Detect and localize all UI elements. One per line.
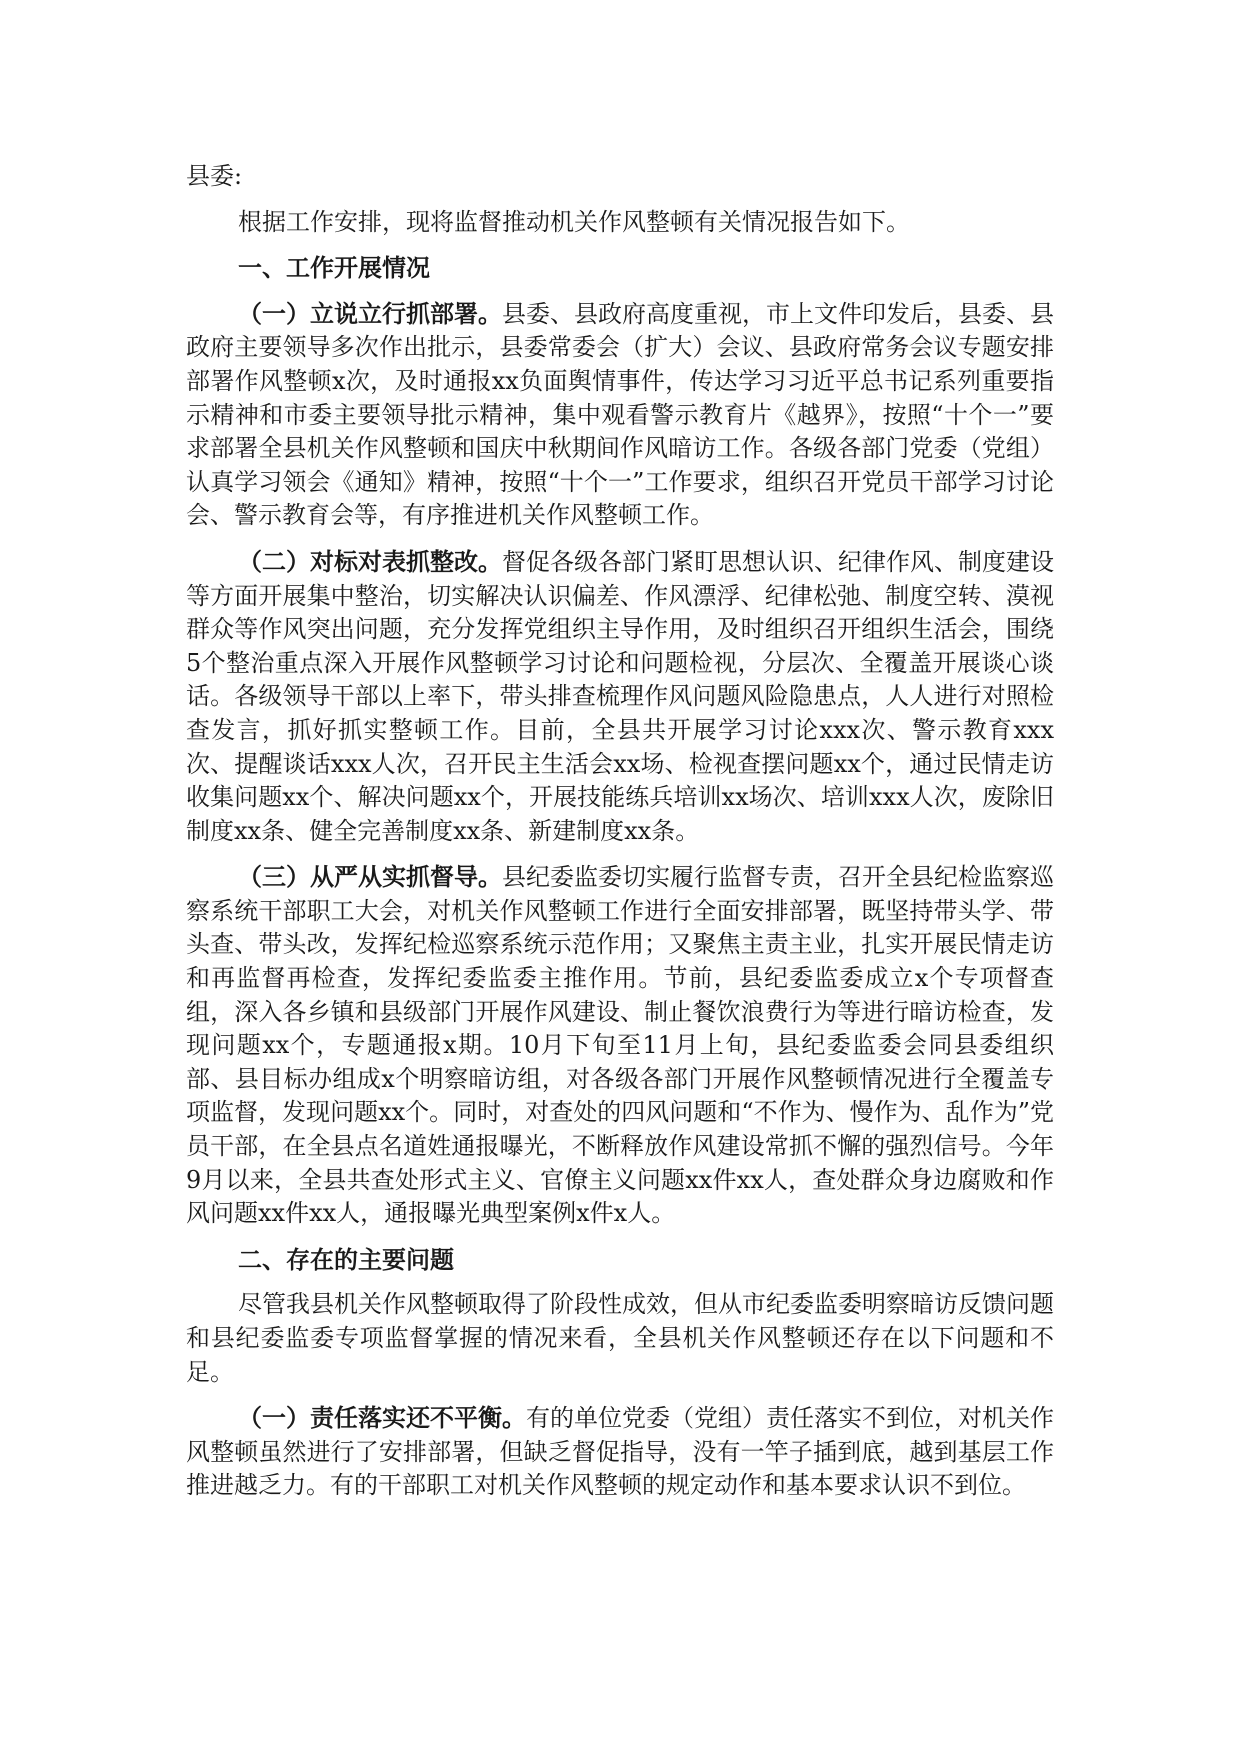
salutation: 县委: bbox=[186, 162, 243, 190]
section-heading-main-problems: 二、存在的主要问题 bbox=[238, 1244, 454, 1274]
paragraph-text: 县纪委监委切实履行监督专责，召开全县纪检监察巡察系统干部职工大会，对机关作风整顿工作进行全面安排部署，既坚持带头学、带头查、带头改，发挥纪检巡察系统示范作用；又聚焦主责主业，扎实开展民情走访和再监督再检查，发挥纪委监委主推作用。节前，县纪委监委成立x个专项督查组，深入各乡镇和县级部门开展作风建设、制止餐饮浪费行为等进行暗访检查，发现问题xx个，专题通报x期。10月下旬至11月上旬，县纪委监委会同县委组织部、县目标办组成x个明察暗访组，对各级各部门开展作风整顿情况进行全覆盖专项监督，发现问题xx个。同时，对查处的四风问题和“不作为、慢作为、乱作为”党员干部，在全县点名道姓通报曝光，不断释放作风建设常抓不懈的强烈信号。今年9月以来，全县共查处形式主义、官僚主义问题xx件xx人，查处群众身边腐败和作风问题xx件xx人，通报曝光典型案例x件x人。 bbox=[186, 863, 1054, 1228]
paragraph-text: 有的单位党委（党组）责任落实不到位，对机关作风整顿虽然进行了安排部署，但缺乏督促指导，没有一竿子插到底，越到基层工作推进越乏力。有的干部职工对机关作风整顿的规定动作和基本要求认识不到位。 bbox=[186, 1404, 1054, 1500]
paragraph-supervision bbox=[186, 860, 1054, 1231]
intro-paragraph: 根据工作安排，现将监督推动机关作风整顿有关情况报告如下。 bbox=[238, 207, 910, 236]
paragraph-lead: （二）对标对表抓整改。 bbox=[238, 546, 502, 576]
document-body bbox=[186, 160, 1054, 1515]
paragraph-text: 督促各级各部门紧盯思想认识、纪律作风、制度建设等方面开展集中整治，切实解决认识偏差、作风漂浮、纪律松弛、制度空转、漠视群众等作风突出问题，充分发挥党组织主导作用，及时组织召开组织生活会，围绕5个整治重点深入开展作风整顿学习讨论和问题检视，分层次、全覆盖开展谈心谈话。各级领导干部以上率下，带头排查梳理作风问题风险隐患点，人人进行对照检查发言，抓好抓实整顿工作。目前，全县共开展学习讨论xxx次、警示教育xxx次、提醒谈话xxx人次，召开民主生活会xx场、检视查摆问题xx个，通过民情走访收集问题xx个、解决问题xx个，开展技能练兵培训xx场次、培训xxx人次，废除旧制度xx条、健全完善制度xx条、新建制度xx条。 bbox=[186, 547, 1054, 845]
paragraph-lead: （一）责任落实还不平衡。 bbox=[238, 1403, 526, 1433]
paragraph-lead: （三）从严从实抓督导。 bbox=[238, 862, 502, 892]
paragraph-responsibility bbox=[186, 1401, 1054, 1503]
paragraph-deployment bbox=[186, 297, 1054, 533]
paragraph-text: 县委、县政府高度重视，市上文件印发后，县委、县政府主要领导多次作出批示，县委常委会（扩大）会议、县政府常务会议专题安排部署作风整顿x次，及时通报xx负面舆情事件，传达学习习近平总书记系列重要指示精神和市委主要领导批示精神，集中观看警示教育片《越界》，按照“十个一”要求部署全县机关作风整顿和国庆中秋期间作风暗访工作。各级各部门党委（党组）认真学习领会《通知》精神，按照“十个一”工作要求，组织召开党员干部学习讨论会、警示教育会等，有序推进机关作风整顿工作。 bbox=[186, 299, 1054, 530]
problems-intro-paragraph: 尽管我县机关作风整顿取得了阶段性成效，但从市纪委监委明察暗访反馈问题和县纪委监委专项监督掌握的情况来看，全县机关作风整顿还存在以下问题和不足。 bbox=[186, 1290, 1054, 1386]
paragraph-lead: （一）立说立行抓部署。 bbox=[238, 298, 502, 328]
section-heading-work-progress: 一、工作开展情况 bbox=[238, 253, 430, 283]
paragraph-rectification bbox=[186, 545, 1054, 848]
